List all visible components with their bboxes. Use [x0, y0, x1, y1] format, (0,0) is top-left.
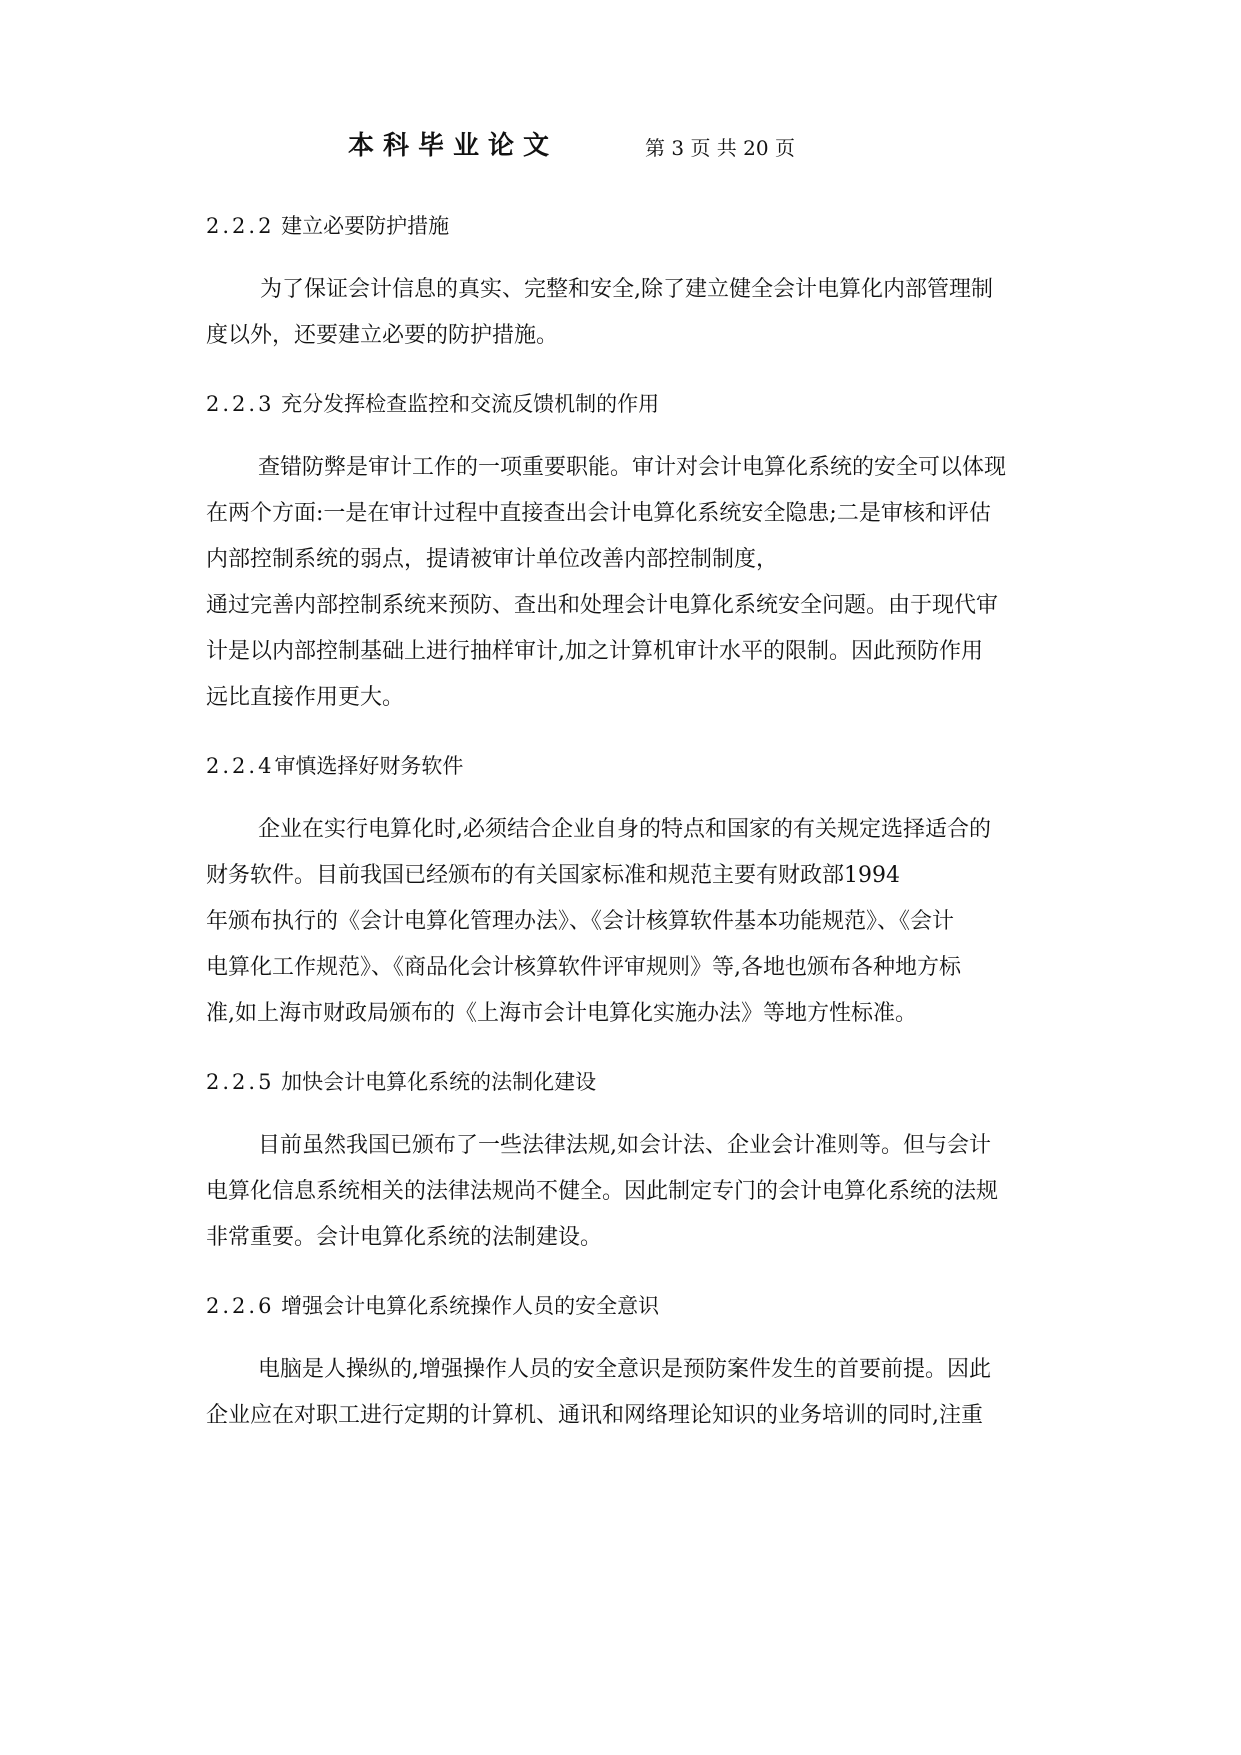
text-line: 远比直接作用更大。 [206, 685, 405, 710]
section-heading [206, 388, 1106, 420]
section-number: 2.2.5 [206, 1070, 275, 1094]
section-heading [206, 1290, 1106, 1322]
text-line: 内部控制系统的弱点，提请被审计单位改善内部控制制度， [206, 547, 779, 572]
text-line: 查错防弊是审计工作的一项重要职能。审计对会计电算化系统的安全可以体现 [258, 455, 1007, 480]
section-number: 2.2.2 [206, 214, 275, 238]
section-number: 2.2.4 [206, 754, 275, 778]
text-line: 企业应在对职工进行定期的计算机、通讯和网络理论知识的业务培训的同时,注重 [206, 1403, 983, 1428]
text-line: 年颁布执行的《会计电算化管理办法》、《会计核算软件基本功能规范》、《会计 [206, 909, 955, 934]
paragraph [206, 445, 1106, 721]
paragraph [206, 1123, 1106, 1261]
section-heading [206, 1066, 1106, 1098]
section-title: 建立必要防护措施 [274, 214, 450, 238]
text-line: 度以外，还要建立必要的防护措施。 [206, 323, 559, 348]
text-line: 在两个方面:一是在审计过程中直接查出会计电算化系统安全隐患;二是审核和评估 [206, 501, 991, 526]
text-line: 通过完善内部控制系统来预防、查出和处理会计电算化系统安全问题。由于现代审 [206, 593, 999, 618]
section-heading [206, 750, 1106, 782]
text-line: 电算化信息系统相关的法律法规尚不健全。因此制定专门的会计电算化系统的法规 [206, 1179, 999, 1204]
text-line: 计是以内部控制基础上进行抽样审计,加之计算机审计水平的限制。因此预防作用 [206, 639, 983, 664]
document-body [206, 210, 1106, 1439]
text-line: 准,如上海市财政局颁布的《上海市会计电算化实施办法》等地方性标准。 [206, 1001, 917, 1026]
text-line: 为了保证会计信息的真实、完整和安全,除了建立健全会计电算化内部管理制 [260, 277, 993, 302]
section-heading [206, 210, 1106, 242]
paragraph [206, 267, 1106, 359]
section-number: 2.2.3 [206, 392, 275, 416]
text-line: 财务软件。目前我国已经颁布的有关国家标准和规范主要有财政部1994 [206, 863, 900, 888]
text-line: 电算化工作规范》、《商品化会计核算软件评审规则》等,各地也颁布各种地方标 [206, 955, 961, 980]
section-title: 充分发挥检查监控和交流反馈机制的作用 [274, 392, 660, 416]
page-header [0, 128, 1241, 168]
section-number: 2.2.6 [206, 1294, 275, 1318]
section-title: 加快会计电算化系统的法制化建设 [274, 1070, 597, 1094]
paragraph [206, 1347, 1106, 1439]
text-line: 目前虽然我国已颁布了一些法律法规,如会计法、企业会计准则等。但与会计 [258, 1133, 991, 1158]
text-line: 企业在实行电算化时,必须结合企业自身的特点和国家的有关规定选择适合的 [258, 817, 991, 842]
thesis-title: 本科毕业论文 [348, 131, 559, 161]
section-title: 审慎选择好财务软件 [274, 754, 464, 778]
paragraph [206, 807, 1106, 1037]
text-line: 非常重要。会计电算化系统的法制建设。 [206, 1225, 603, 1250]
page-number: 第 3 页 共 20 页 [645, 136, 795, 160]
text-line: 电脑是人操纵的,增强操作人员的安全意识是预防案件发生的首要前提。因此 [258, 1357, 991, 1382]
section-title: 增强会计电算化系统操作人员的安全意识 [274, 1294, 660, 1318]
